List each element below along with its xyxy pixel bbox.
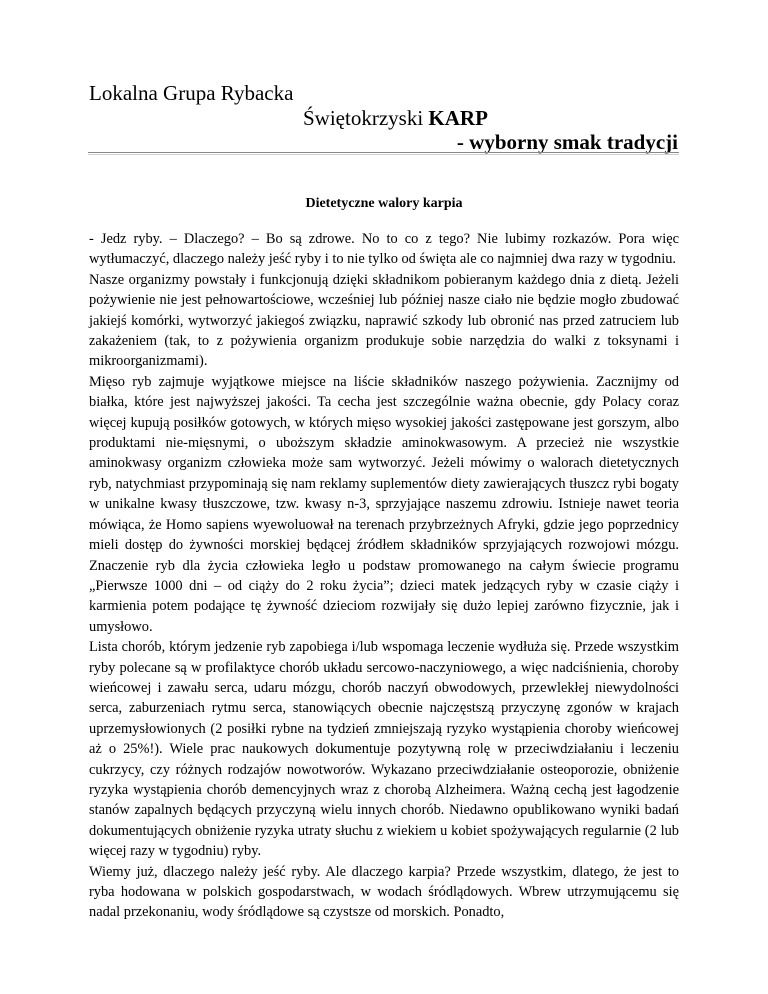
article-body xyxy=(89,229,679,923)
brand-line xyxy=(303,105,488,131)
brand-prefix: Świętokrzyski xyxy=(303,106,429,130)
article-title: Dietetyczne walory karpia xyxy=(305,196,463,211)
paragraph: Lista chorób, którym jedzenie ryb zapobiega i/lub wspomaga leczenie wydłuża się. Przede wszystkim ryby polecane są w profilaktyce chorób układu sercowo-naczyniowego, a więc nadciśnienia, choroby wieńcowej i zawału serca, udaru mózgu, chorób naczyń obwodowych, przewlekłej niewydolności serca, zaburzeniach rytmu serca, stanowiących obecnie najczęstszą przyczynę zgonów w krajach uprzemysłowionych (2 posiłki rybne na tydzień zmniejszają ryzyko wystąpienia choroby wieńcowej aż o 25%!). Wiele prac naukowych dokumentuje pozytywną rolę w przeciwdziałaniu i leczeniu cukrzycy, czy różnych rodzajów nowotworów. Wykazano przeciwdziałanie osteoporozie, obniżenie ryzyka wystąpienia chorób demencyjnych wraz z chorobą Alzheimera. Ważną cechą jest łagodzenie stanów zapalnych będących przyczyną wielu innych chorób. Niedawno opublikowano wyniki badań dokumentujących obniżenie ryzyka utraty słuchu z wiekiem u kobiet spożywających regularnie (2 lub więcej razy w tygodniu) ryby. xyxy=(89,639,679,860)
brand-tagline: - wyborny smak tradycji xyxy=(456,130,678,154)
organization-name: Lokalna Grupa Rybacka xyxy=(89,81,294,105)
paragraph: - Jedz ryby. – Dlaczego? – Bo są zdrowe. No to co z tego? Nie lubimy rozkazów. Pora więc wytłumaczyć, dlaczego należy jeść ryby i to nie tylko od święta ale co najmniej dwa razy w tygodniu. xyxy=(89,231,679,268)
brand-name: KARP xyxy=(428,106,488,130)
header-divider xyxy=(88,152,679,155)
paragraph: Mięso ryb zajmuje wyjątkowe miejsce na liście składników naszego pożywienia. Zacznijmy od białka, które jest najwyższej jakości. Ta cecha jest szczególnie ważna obecnie, gdy Polacy coraz więcej kupują posiłków gotowych, w których mięso wysokiej jakości zastępowane jest gorszym, albo produktami nie-mięsnymi, o uboższym składzie aminokwasowym. A przecież nie wszystkie aminokwasy organizm człowieka może sam wytworzyć. Jeżeli mówimy o walorach dietetycznych ryb, natychmiast przypominają się nam reklamy suplementów diety zawierających tłuszcz rybi bogaty w unikalne kwasy tłuszczowe, tzw. kwasy n-3, sprzyjające naszemu zdrowiu. Istnieje nawet teoria mówiąca, że Homo sapiens wyewoluował na terenach przybrzeżnych Afryki, gdzie jego poprzednicy mieli dostęp do żywności morskiej będącej źródłem składników sprzyjających rozwojowi mózgu. Znaczenie ryb dla życia człowieka legło u podstaw promowanego na całym świecie programu „Pierwsze 1000 dni – od ciąży do 2 roku życia”; dzieci matek jedzących ryby w czasie ciąży i karmienia potem podające tę żywność dzieciom rozwijały się dużo lepiej zarówno fizycznie, jak i umysłowo. xyxy=(89,373,679,635)
paragraph: Wiemy już, dlaczego należy jeść ryby. Ale dlaczego karpia? Przede wszystkim, dlatego, że jest to ryba hodowana w polskich gospodarstwach, w wodach śródlądowych. Wbrew utrzymującemu się nadal przekonaniu, wody śródlądowe są czystsze od morskich. Ponadto, xyxy=(89,863,679,921)
paragraph: Nasze organizmy powstały i funkcjonują dzięki składnikom pobieranym każdego dnia z dietą. Jeżeli pożywienie nie jest pełnowartościowe, wcześniej lub później nasze ciało nie będzie mogło zbudować jakiejś komórki, wytworzyć jakiegoś związku, naprawić szkody lub obronić nas przed zatruciem lub zakażeniem (tak, to z pożywienia organizm produkuje sobie narzędzia do walki z toksynami i mikroorganizmami). xyxy=(89,271,679,370)
